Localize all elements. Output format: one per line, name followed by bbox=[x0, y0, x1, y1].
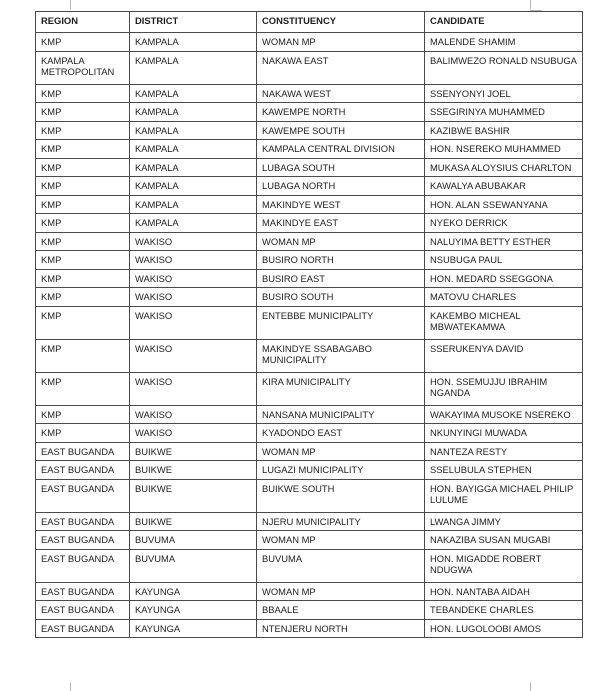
cell-constituency: NTENJERU NORTH bbox=[257, 619, 425, 638]
cell-constituency: WOMAN MP bbox=[257, 582, 425, 601]
table-row bbox=[36, 195, 583, 214]
cell-region: KMP bbox=[36, 84, 130, 103]
table-row bbox=[36, 269, 583, 288]
header-constituency: CONSTITUENCY bbox=[257, 12, 425, 33]
cell-constituency: LUBAGA SOUTH bbox=[257, 158, 425, 177]
cell-district: BUVUMA bbox=[130, 531, 257, 550]
cell-district: KAMPALA bbox=[130, 158, 257, 177]
cell-region: KMP bbox=[36, 158, 130, 177]
header-candidate: CANDIDATE bbox=[425, 12, 583, 33]
cell-candidate: NSUBUGA PAUL bbox=[425, 251, 583, 270]
table-row bbox=[36, 531, 583, 550]
cell-region: EAST BUGANDA bbox=[36, 442, 130, 461]
cell-region: EAST BUGANDA bbox=[36, 582, 130, 601]
cell-region: KMP bbox=[36, 424, 130, 443]
cell-candidate: KAZIBWE BASHIR bbox=[425, 121, 583, 140]
cell-candidate: KAWALYA ABUBAKAR bbox=[425, 177, 583, 196]
cell-region: KMP bbox=[36, 372, 130, 405]
cell-region: KMP bbox=[36, 232, 130, 251]
table-row bbox=[36, 232, 583, 251]
cell-constituency: LUGAZI MUNICIPALITY bbox=[257, 461, 425, 480]
cell-district: WAKISO bbox=[130, 251, 257, 270]
table-row bbox=[36, 177, 583, 196]
cell-constituency: BBAALE bbox=[257, 601, 425, 620]
cell-constituency: BUSIRO NORTH bbox=[257, 251, 425, 270]
cell-region: EAST BUGANDA bbox=[36, 479, 130, 512]
table-row bbox=[36, 51, 583, 84]
cell-district: WAKISO bbox=[130, 232, 257, 251]
table-row bbox=[36, 339, 583, 372]
crop-mark-top-left bbox=[70, 0, 71, 9]
cell-region: KMP bbox=[36, 214, 130, 233]
cell-constituency: MAKINDYE SSABAGABO MUNICIPALITY bbox=[257, 339, 425, 372]
cell-region: KMP bbox=[36, 103, 130, 122]
cell-candidate: TEBANDEKE CHARLES bbox=[425, 601, 583, 620]
crop-mark-top-right bbox=[530, 0, 531, 9]
table-row bbox=[36, 140, 583, 159]
cell-candidate: HON. NANTABA AIDAH bbox=[425, 582, 583, 601]
cell-region: KMP bbox=[36, 195, 130, 214]
cell-constituency: MAKINDYE EAST bbox=[257, 214, 425, 233]
table-row bbox=[36, 619, 583, 638]
cell-region: EAST BUGANDA bbox=[36, 549, 130, 582]
cell-region: KMP bbox=[36, 288, 130, 307]
cell-region: EAST BUGANDA bbox=[36, 512, 130, 531]
cell-region: KMP bbox=[36, 269, 130, 288]
cell-candidate: NYEKO DERRICK bbox=[425, 214, 583, 233]
cell-constituency: NAKAWA EAST bbox=[257, 51, 425, 84]
cell-district: BUIKWE bbox=[130, 479, 257, 512]
cell-candidate: SSENYONYI JOEL bbox=[425, 84, 583, 103]
cell-candidate: HON. NSEREKO MUHAMMED bbox=[425, 140, 583, 159]
cell-district: KAMPALA bbox=[130, 33, 257, 52]
cell-region: EAST BUGANDA bbox=[36, 619, 130, 638]
cell-candidate: HON. LUGOLOOBI AMOS bbox=[425, 619, 583, 638]
cell-district: WAKISO bbox=[130, 405, 257, 424]
cell-district: WAKISO bbox=[130, 339, 257, 372]
cell-district: WAKISO bbox=[130, 306, 257, 339]
cell-candidate: NANTEZA RESTY bbox=[425, 442, 583, 461]
cell-district: KAMPALA bbox=[130, 103, 257, 122]
cell-candidate: HON. MIGADDE ROBERT NDUGWA bbox=[425, 549, 583, 582]
cell-candidate: BALIMWEZO RONALD NSUBUGA bbox=[425, 51, 583, 84]
cell-candidate: NKUNYINGI MUWADA bbox=[425, 424, 583, 443]
cell-constituency: BUVUMA bbox=[257, 549, 425, 582]
cell-constituency: LUBAGA NORTH bbox=[257, 177, 425, 196]
cell-region: KMP bbox=[36, 177, 130, 196]
cell-district: WAKISO bbox=[130, 424, 257, 443]
candidates-table bbox=[35, 11, 583, 638]
cell-constituency: KAWEMPE SOUTH bbox=[257, 121, 425, 140]
cell-region: KMP bbox=[36, 33, 130, 52]
table-row bbox=[36, 461, 583, 480]
table-row bbox=[36, 405, 583, 424]
cell-constituency: NJERU MUNICIPALITY bbox=[257, 512, 425, 531]
cell-district: KAMPALA bbox=[130, 214, 257, 233]
cell-district: KAYUNGA bbox=[130, 582, 257, 601]
cell-constituency: MAKINDYE WEST bbox=[257, 195, 425, 214]
cell-constituency: BUSIRO SOUTH bbox=[257, 288, 425, 307]
table-row bbox=[36, 251, 583, 270]
cell-region: EAST BUGANDA bbox=[36, 461, 130, 480]
cell-constituency: KAMPALA CENTRAL DIVISION bbox=[257, 140, 425, 159]
cell-region: KAMPALA METROPOLITAN bbox=[36, 51, 130, 84]
cell-district: KAMPALA bbox=[130, 51, 257, 84]
cell-region: KMP bbox=[36, 251, 130, 270]
cell-district: BUIKWE bbox=[130, 512, 257, 531]
cell-candidate: MATOVU CHARLES bbox=[425, 288, 583, 307]
cell-district: KAMPALA bbox=[130, 177, 257, 196]
cell-constituency: WOMAN MP bbox=[257, 33, 425, 52]
cell-constituency: BUIKWE SOUTH bbox=[257, 479, 425, 512]
cell-constituency: KAWEMPE NORTH bbox=[257, 103, 425, 122]
crop-mark-bottom-left bbox=[70, 683, 71, 691]
table-header-row bbox=[36, 12, 583, 33]
cell-candidate: MUKASA ALOYSIUS CHARLTON bbox=[425, 158, 583, 177]
cell-candidate: SSEGIRINYA MUHAMMED bbox=[425, 103, 583, 122]
cell-district: KAYUNGA bbox=[130, 601, 257, 620]
header-region: REGION bbox=[36, 12, 130, 33]
cell-candidate: MALENDE SHAMIM bbox=[425, 33, 583, 52]
cell-district: BUIKWE bbox=[130, 461, 257, 480]
cell-district: KAMPALA bbox=[130, 121, 257, 140]
cell-candidate: KAKEMBO MICHEAL MBWATEKAMWA bbox=[425, 306, 583, 339]
cell-district: KAMPALA bbox=[130, 84, 257, 103]
table-row bbox=[36, 512, 583, 531]
cell-district: WAKISO bbox=[130, 269, 257, 288]
cell-constituency: BUSIRO EAST bbox=[257, 269, 425, 288]
table-row bbox=[36, 214, 583, 233]
cell-candidate: NALUYIMA BETTY ESTHER bbox=[425, 232, 583, 251]
cell-district: BUIKWE bbox=[130, 442, 257, 461]
cell-region: KMP bbox=[36, 339, 130, 372]
cell-region: KMP bbox=[36, 121, 130, 140]
table-row bbox=[36, 158, 583, 177]
cell-candidate: SSELUBULA STEPHEN bbox=[425, 461, 583, 480]
table-row bbox=[36, 33, 583, 52]
table-row bbox=[36, 424, 583, 443]
cell-constituency: WOMAN MP bbox=[257, 232, 425, 251]
table-row bbox=[36, 121, 583, 140]
table-row bbox=[36, 288, 583, 307]
cell-region: KMP bbox=[36, 306, 130, 339]
cell-constituency: WOMAN MP bbox=[257, 531, 425, 550]
cell-candidate: HON. ALAN SSEWANYANA bbox=[425, 195, 583, 214]
cell-constituency: KYADONDO EAST bbox=[257, 424, 425, 443]
cell-district: KAMPALA bbox=[130, 195, 257, 214]
cell-district: BUVUMA bbox=[130, 549, 257, 582]
cell-candidate: LWANGA JIMMY bbox=[425, 512, 583, 531]
cell-region: EAST BUGANDA bbox=[36, 531, 130, 550]
cell-district: WAKISO bbox=[130, 288, 257, 307]
table-row bbox=[36, 306, 583, 339]
cell-candidate: NAKAZIBA SUSAN MUGABI bbox=[425, 531, 583, 550]
cell-constituency: NANSANA MUNICIPALITY bbox=[257, 405, 425, 424]
table-row bbox=[36, 582, 583, 601]
header-district: DISTRICT bbox=[130, 12, 257, 33]
cell-candidate: SSERUKENYA DAVID bbox=[425, 339, 583, 372]
table-row bbox=[36, 442, 583, 461]
cell-candidate: HON. SSEMUJJU IBRAHIM NGANDA bbox=[425, 372, 583, 405]
cell-region: KMP bbox=[36, 405, 130, 424]
cell-district: WAKISO bbox=[130, 372, 257, 405]
cell-constituency: WOMAN MP bbox=[257, 442, 425, 461]
cell-district: KAYUNGA bbox=[130, 619, 257, 638]
table-row bbox=[36, 103, 583, 122]
cell-constituency: KIRA MUNICIPALITY bbox=[257, 372, 425, 405]
cell-district: KAMPALA bbox=[130, 140, 257, 159]
cell-candidate: HON. MEDARD SSEGGONA bbox=[425, 269, 583, 288]
cell-candidate: HON. BAYIGGA MICHAEL PHILIP LULUME bbox=[425, 479, 583, 512]
crop-mark-bottom-right bbox=[530, 683, 531, 691]
cell-constituency: NAKAWA WEST bbox=[257, 84, 425, 103]
cell-candidate: WAKAYIMA MUSOKE NSEREKO bbox=[425, 405, 583, 424]
table-row bbox=[36, 601, 583, 620]
cell-constituency: ENTEBBE MUNICIPALITY bbox=[257, 306, 425, 339]
cell-region: EAST BUGANDA bbox=[36, 601, 130, 620]
cell-region: KMP bbox=[36, 140, 130, 159]
table-row bbox=[36, 84, 583, 103]
table-row bbox=[36, 479, 583, 512]
table-row bbox=[36, 549, 583, 582]
table-row bbox=[36, 372, 583, 405]
